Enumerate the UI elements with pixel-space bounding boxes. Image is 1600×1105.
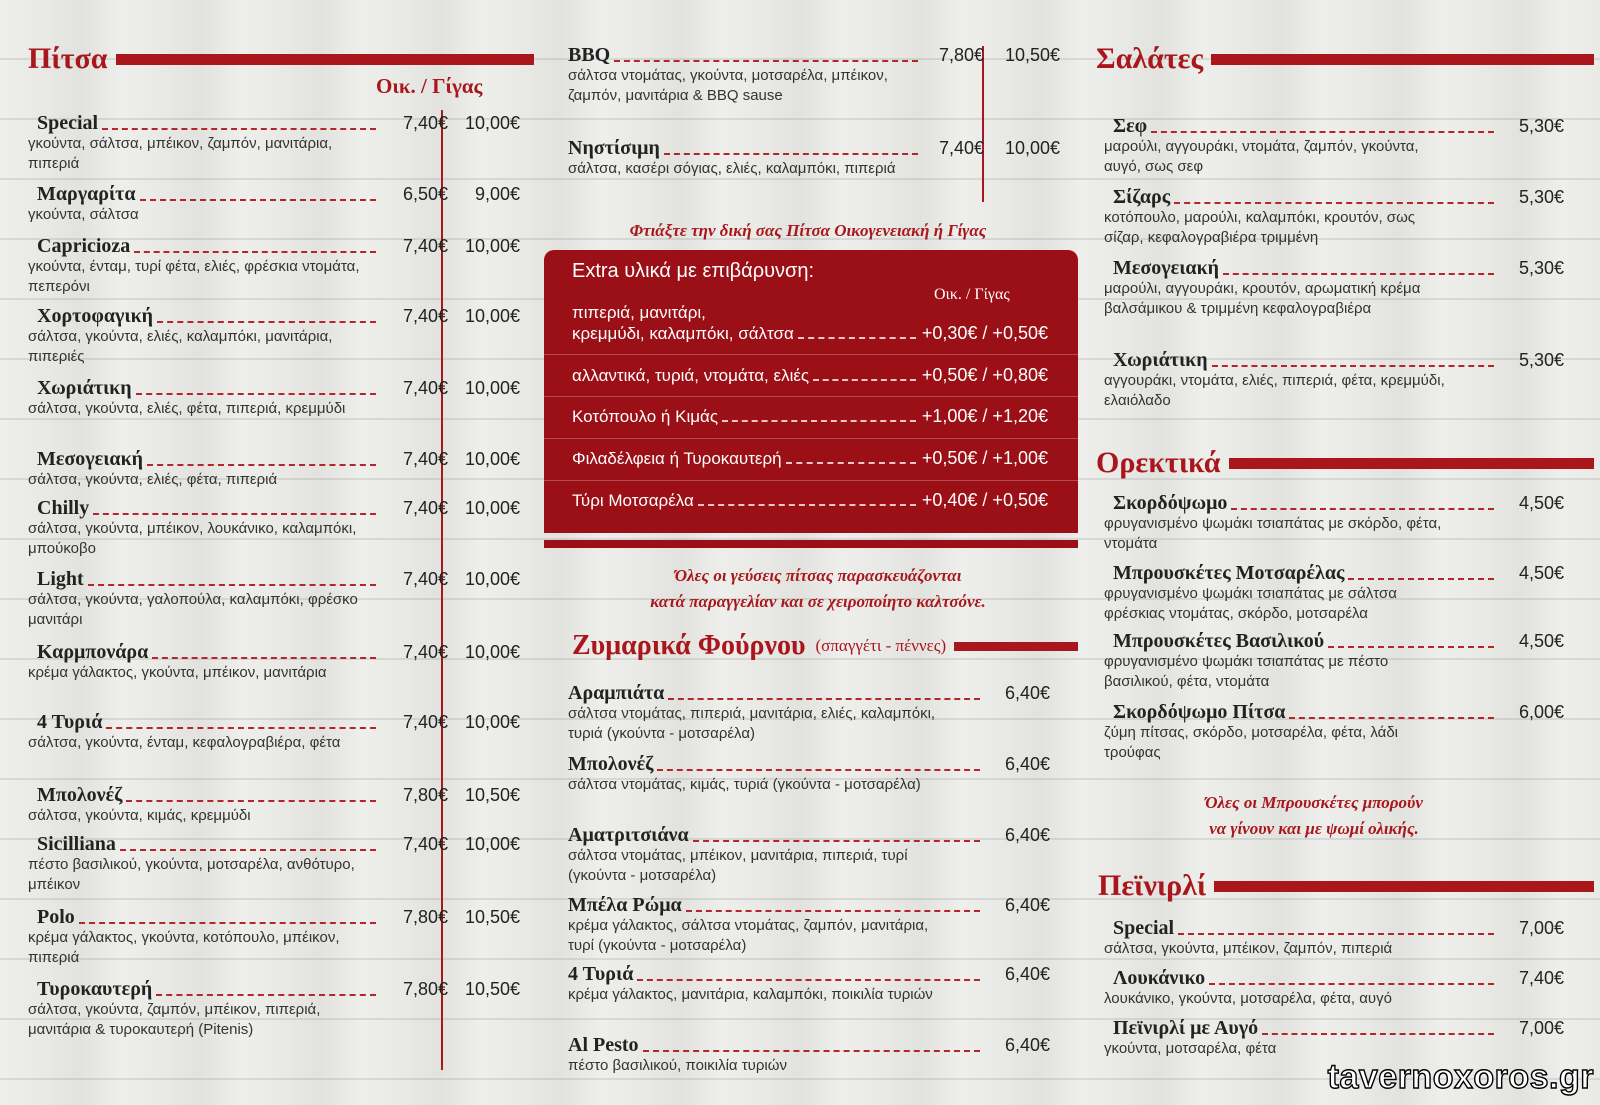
item-name: Σεφ [1113,115,1148,137]
giant-price: 10,00€ [464,236,520,256]
family-price: 6,50€ [402,184,448,204]
item-description: κρέμα γάλακτος, γκούντα, μπέικον, μανιτάρια [28,664,327,681]
leader-dashes [102,128,376,130]
item-description: μαρούλι, αγγουράκι, κρουτόν, αρωματική κρέμα βαλσάμικου & τριμμένη κεφαλογραβιέρα [1104,280,1421,317]
leader-dashes [140,199,376,201]
peinirli-item [1104,1017,1564,1059]
item-description: λουκάνικο, γκούντα, μοτσαρέλα, φέτα, αυγό [1104,990,1392,1007]
extras-price: +0,50€ / +0,80€ [921,365,1048,385]
extras-price: +1,00€ / +1,20€ [921,406,1048,426]
leader-dashes [1231,508,1494,510]
item-name: Χωριάτικη [1113,349,1208,371]
item-description: φρυγανισμένο ψωμάκι τσιαπάτας με σκόρδο, φέτα, ντομάτα [1104,515,1442,552]
pasta-item [568,963,1050,1005]
item-name: Σκορδόψωμο Πίτσα [1113,701,1286,723]
salad-item [1104,257,1564,319]
pasta-item [568,824,1050,886]
salads-title-bar [1211,54,1594,65]
family-price: 7,40€ [938,138,984,158]
leader-dashes [1223,273,1494,275]
leader-dashes [1262,1033,1494,1035]
extras-price: +0,40€ / +0,50€ [921,490,1048,510]
family-price: 7,40€ [402,642,448,662]
extras-row [572,406,1048,427]
item-description: γκούντα, μοτσαρέλα, φέτα [1104,1040,1277,1057]
pasta-item [568,682,1050,744]
salad-item [1104,186,1564,248]
extras-price: +0,50€ / +1,00€ [921,448,1048,468]
extras-row-line1: πιπεριά, μανιτάρι, [572,303,706,322]
extras-title: Extra υλικά με επιβάρυνση: [572,260,815,282]
item-description: σάλτσα, γκούντα, ένταμ, κεφαλογραβιέρα, φέτα [28,734,341,751]
leader-dashes [1328,646,1494,648]
extras-separator [544,480,1078,481]
item-price: 7,00€ [1518,918,1564,938]
item-description: κρέμα γάλακτος, σάλτσα ντομάτας, ζαμπόν, μανιτάρια, τυρί (γκούντα - μοτσαρέλα) [568,917,929,954]
item-description: σάλτσα ντομάτας, γκούντα, μοτσαρέλα, μπέικον, ζαμπόν, μανιτάρια & BBQ sause [568,67,888,104]
pizza-item [28,112,520,174]
item-name: Special [37,112,99,134]
item-name: Sicilliana [37,833,116,855]
pizza-title: Πίτσα [28,42,108,75]
family-price: 7,40€ [402,834,448,854]
extras-name: κρεμμύδι, καλαμπόκι, σάλτσα [572,324,794,343]
giant-price: 10,50€ [464,907,520,927]
leader-dashes [1178,933,1494,935]
appetizer-item [1104,562,1564,624]
leader-dashes [120,849,376,851]
pizza-note-line1: Όλες οι γεύσεις πίτσας παρασκευάζονται [674,566,962,585]
item-name: Νηστίσιμη [568,137,660,159]
item-name: Σκορδόψωμο [1113,492,1228,514]
leader-dashes [1348,578,1494,580]
leader-dashes [1174,202,1494,204]
pizza-item [28,641,520,683]
peinirli-section-header [1098,869,1594,903]
leader-dashes [668,698,980,700]
item-description: σάλτσα, γκούντα, κιμάς, κρεμμύδι [28,807,251,824]
leader-dashes [1289,717,1494,719]
pasta-item [568,753,1050,795]
item-price: 5,30€ [1518,258,1564,278]
leader-dashes [693,840,980,842]
pizza-size-header: Οικ. / Γίγας [376,74,483,98]
leader-dashes [614,60,918,62]
pasta-item [568,894,1050,956]
pizza-item [28,448,520,490]
build-your-pizza-note: Φτιάξτε την δική σας Πίτσα Οικογενειακή ή Γίγας [629,221,987,240]
extras-row [572,323,1048,344]
peinirli-item [1104,917,1564,959]
item-description: σάλτσα, γκούντα, μπέικον, λουκάνικο, καλαμπόκι, μπούκοβο [28,520,357,557]
family-price: 7,40€ [402,569,448,589]
item-description: αγγουράκι, ντομάτα, ελιές, πιπεριά, φέτα, κρεμμύδι, ελαιόλαδο [1104,372,1445,409]
extras-row [572,490,1048,511]
giant-price: 10,00€ [464,834,520,854]
bruschetta-note-line1: Όλες οι Μπρουσκέτες μπορούν [1205,793,1423,812]
pizza-item [28,377,520,419]
item-description: σάλτσα, γκούντα, ελιές, φέτα, πιπεριά, κρεμμύδι [28,400,346,417]
item-name: Special [1113,917,1175,939]
family-price: 7,40€ [402,498,448,518]
pizza-item [28,235,520,297]
item-name: Αραμπιάτα [568,682,665,704]
item-name: BBQ [568,44,611,66]
appetizer-item [1104,492,1564,554]
leader-dashes [152,657,376,659]
bruschetta-note-line2: να γίνουν και με ψωμί ολικής. [1209,819,1419,838]
family-price: 7,40€ [402,236,448,256]
leader-dashes [686,910,980,912]
bruschetta-note [1114,790,1514,842]
item-name: Πεϊνιρλί με Αυγό [1113,1017,1259,1039]
item-name: Polo [37,906,75,928]
giant-price: 10,50€ [464,785,520,805]
item-name: Καρμπονάρα [37,641,149,663]
item-price: 6,40€ [1004,683,1050,703]
salad-item [1104,349,1564,411]
item-name: Αματριτσιάνα [568,824,689,846]
pizza-note-line2: κατά παραγγελίαν και σε χειροποίητο καλτσόνε. [650,592,986,611]
family-price: 7,40€ [402,113,448,133]
pizza-item [28,497,520,559]
pasta-item [568,1034,1050,1076]
family-price: 7,40€ [402,378,448,398]
watermark: tavernoxoros.gr [1327,1058,1594,1096]
giant-price: 10,00€ [464,642,520,662]
extras-name: Τύρι Μοτσαρέλα [572,491,694,510]
extras-size-header: Οικ. / Γίγας [934,286,1010,303]
leader-dashes [1209,983,1494,985]
item-description: γκούντα, σάλτσα [28,206,139,223]
item-name: 4 Τυριά [568,963,634,985]
salad-item [1104,115,1564,177]
pasta-section-header [572,630,1078,662]
item-description: κρέμα γάλακτος, μανιτάρια, καλαμπόκι, ποικιλία τυριών [568,986,933,1003]
item-name: Μπρουσκέτες Βασιλικού [1113,630,1325,652]
appetizer-item [1104,630,1564,692]
item-name: Χωριάτικη [37,377,132,399]
salads-section-header [1096,42,1594,76]
extras-panel [544,250,1078,533]
item-price: 6,40€ [1004,754,1050,774]
item-name: Μπέλα Ρώμα [568,894,682,916]
giant-price: 10,50€ [1004,45,1060,65]
leader-dashes [657,769,980,771]
item-price: 4,50€ [1518,631,1564,651]
giant-price: 10,00€ [464,712,520,732]
item-name: Chilly [37,497,90,519]
family-price: 7,80€ [402,785,448,805]
extras-separator [544,396,1078,397]
pizza-item [568,44,1060,106]
item-name: Σίζαρς [1113,186,1171,208]
item-name: Χορτοφαγική [37,305,154,327]
leader-dashes [136,393,376,395]
item-name: Light [37,568,84,590]
extras-separator [544,438,1078,439]
item-name: Μπολονέζ [568,753,654,775]
item-description: γκούντα, σάλτσα, μπέικον, ζαμπόν, μανιτάρια, πιπεριά [28,135,333,172]
item-description: σάλτσα, κασέρι σόγιας, ελιές, καλαμπόκι, πιπεριά [568,160,896,177]
item-price: 6,40€ [1004,895,1050,915]
leader-dashes [813,379,916,381]
leader-dashes [1151,131,1494,133]
giant-price: 10,00€ [464,498,520,518]
item-description: σάλτσα ντομάτας, μπέικον, μανιτάρια, πιπεριά, τυρί (γκούντα - μοτσαρέλα) [568,847,908,884]
item-description: σάλτσα ντομάτας, κιμάς, τυριά (γκούντα - μοτσαρέλα) [568,776,921,793]
leader-dashes [106,727,376,729]
extras-row [572,448,1048,469]
family-price: 7,40€ [402,712,448,732]
pizza-item [28,906,520,968]
leader-dashes [157,321,376,323]
item-description: ζύμη πίτσας, σκόρδο, μοτσαρέλα, φέτα, λάδι τρούφας [1104,724,1399,761]
appetizers-section-header [1096,446,1594,480]
extras-name: αλλαντικά, τυριά, ντομάτα, ελιές [572,366,810,385]
family-price: 7,80€ [402,907,448,927]
item-description: σάλτσα, γκούντα, ελιές, καλαμπόκι, μανιτάρια, πιπεριές [28,328,333,365]
item-description: κρέμα γάλακτος, γκούντα, κοτόπουλο, μπέικον, πιπεριά [28,929,340,966]
item-description: σάλτσα, γκούντα, ζαμπόν, μπέικον, πιπεριά, μανιτάρια & τυροκαυτερή (Pitenis) [28,1001,321,1038]
leader-dashes [147,464,376,466]
item-name: Capricioza [37,235,131,257]
extras-underline [544,540,1078,548]
extras-name: Κοτόπουλο ή Κιμάς [572,407,719,426]
giant-price: 10,00€ [464,113,520,133]
item-name: Λουκάνικο [1113,967,1206,989]
item-price: 6,40€ [1004,825,1050,845]
item-description: σάλτσα, γκούντα, ελιές, φέτα, πιπεριά [28,471,278,488]
item-name: Τυροκαυτερή [37,978,153,1000]
giant-price: 10,00€ [464,378,520,398]
family-price: 7,80€ [938,45,984,65]
appetizers-title: Ορεκτικά [1096,446,1221,479]
giant-price: 10,00€ [464,449,520,469]
leader-dashes [643,1050,980,1052]
salads-title: Σαλάτες [1096,42,1204,75]
item-price: 5,30€ [1518,350,1564,370]
leader-dashes [786,462,916,464]
peinirli-title: Πεϊνιρλί [1098,869,1207,902]
family-price: 7,40€ [402,306,448,326]
item-description: πέστο βασιλικού, ποικιλία τυριών [568,1057,787,1074]
appetizer-item [1104,701,1564,763]
leader-dashes [88,584,376,586]
leader-dashes [664,153,918,155]
item-name: Μεσογειακή [37,448,144,470]
extras-row [572,365,1048,386]
peinirli-title-bar [1214,881,1594,892]
pizza-item [28,568,520,630]
giant-price: 10,00€ [464,569,520,589]
item-name: 4 Τυριά [37,711,103,733]
extras-name: Φιλαδέλφεια ή Τυροκαυτερή [572,449,782,468]
giant-price: 9,00€ [474,184,520,204]
item-name: Μαργαρίτα [37,183,136,205]
item-name: Μπολονέζ [37,784,123,806]
family-price: 7,40€ [402,449,448,469]
item-price: 7,40€ [1518,968,1564,988]
pasta-subtitle: (σπαγγέτι - πέννες) [815,636,947,655]
pizza-section-header [28,42,534,76]
giant-price: 10,00€ [1004,138,1060,158]
family-price: 7,80€ [402,979,448,999]
giant-price: 10,00€ [464,306,520,326]
pizza-title-bar [116,54,534,65]
item-price: 4,50€ [1518,493,1564,513]
item-description: γκούντα, ένταμ, τυρί φέτα, ελιές, φρέσκια ντομάτα, πεπερόνι [28,258,360,295]
pizza-item [28,305,520,367]
leader-dashes [156,994,376,996]
pizza-item [28,833,520,895]
item-price: 7,00€ [1518,1018,1564,1038]
leader-dashes [698,504,916,506]
item-description: μαρούλι, αγγουράκι, ντομάτα, ζαμπόν, γκούντα, αυγό, σως σεφ [1104,138,1419,175]
pizza-preparation-note [568,563,1068,615]
pasta-title: Ζυμαρικά Φούρνου [572,630,806,661]
leader-dashes [798,337,916,339]
item-description: πέστο βασιλικού, γκούντα, μοτσαρέλα, ανθότυρο, μπέικον [28,856,355,893]
item-description: κοτόπουλο, μαρούλι, καλαμπόκι, κρουτόν, σως σίζαρ, κεφαλογραβιέρα τριμμένη [1104,209,1416,246]
pizza-item [28,183,520,225]
leader-dashes [93,513,376,515]
item-price: 6,40€ [1004,1035,1050,1055]
giant-price: 10,50€ [464,979,520,999]
leader-dashes [79,922,376,924]
item-name: Al Pesto [568,1034,639,1056]
leader-dashes [134,251,376,253]
item-price: 5,30€ [1518,116,1564,136]
item-price: 6,00€ [1518,702,1564,722]
peinirli-item [1104,967,1564,1009]
item-description: σάλτσα, γκούντα, μπέικον, ζαμπόν, πιπεριά [1104,940,1393,957]
item-description: φρυγανισμένο ψωμάκι τσιαπάτας με πέστο βασιλικού, φέτα, ντομάτα [1104,653,1389,690]
item-description: φρυγανισμένο ψωμάκι τσιαπάτας με σάλτσα φρέσκιας ντομάτας, σκόρδο, μοτσαρέλα [1104,585,1397,622]
pizza-item [28,784,520,826]
item-name: Μεσογειακή [1113,257,1220,279]
item-name: Μπρουσκέτες Μοτσαρέλας [1113,562,1345,584]
pizza-item [28,711,520,753]
extras-separator [544,354,1078,355]
item-price: 4,50€ [1518,563,1564,583]
leader-dashes [126,800,376,802]
item-description: σάλτσα ντομάτας, πιπεριά, μανιτάρια, ελιές, καλαμπόκι, τυριά (γκούντα - μοτσαρέλα) [568,705,936,742]
item-price: 5,30€ [1518,187,1564,207]
leader-dashes [722,420,916,422]
extras-price: +0,30€ / +0,50€ [921,323,1048,343]
leader-dashes [1212,365,1494,367]
item-price: 6,40€ [1004,964,1050,984]
item-description: σάλτσα, γκούντα, γαλοπούλα, καλαμπόκι, φρέσκο μανιτάρι [28,591,358,628]
pizza-item [568,137,1060,179]
pasta-title-bar [954,642,1078,651]
pizza-item [28,978,520,1040]
appetizers-title-bar [1229,458,1594,469]
leader-dashes [637,979,980,981]
